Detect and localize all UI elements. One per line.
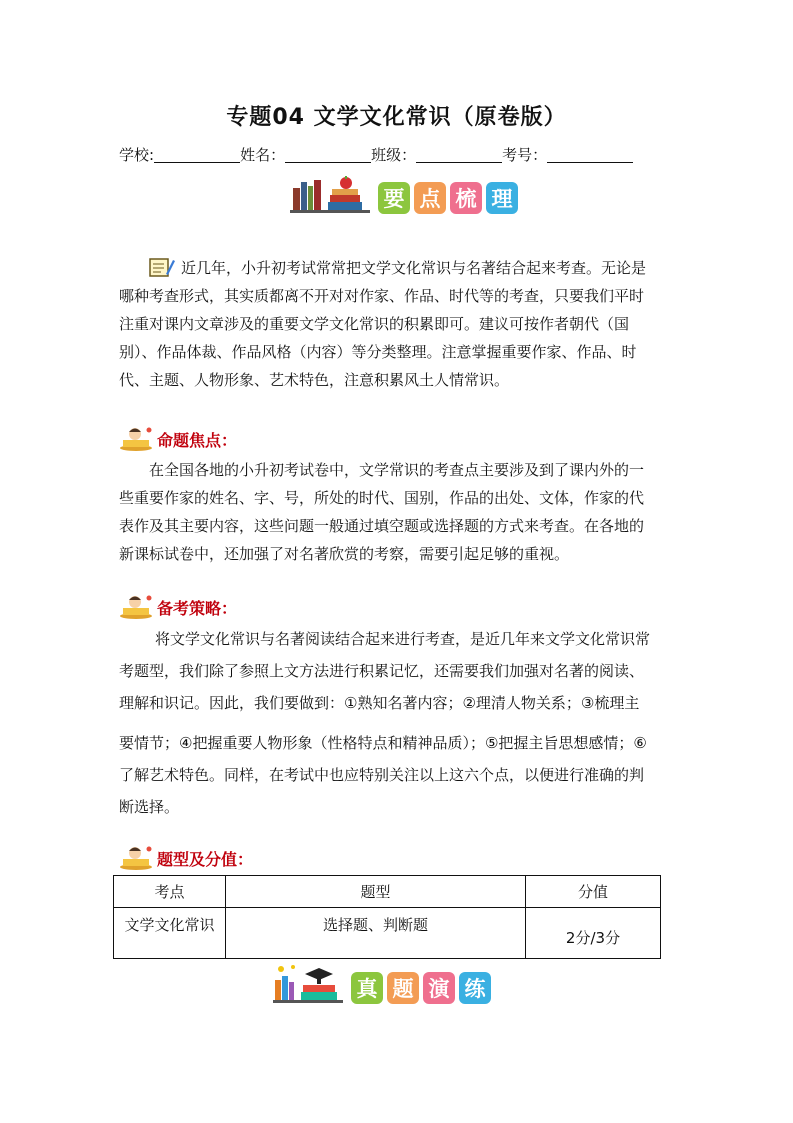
graduation-books-icon [273,964,343,1004]
intro-line: 注重对课内文章涉及的重要文学文化常识的积累即可。建议可按作者朝代（国 [119,315,630,333]
header-cell-type: 题型 [226,876,526,908]
strategy-line: 要情节；④把握重要人物形象（性格特点和精神品质）；⑤把握主旨思想感情；⑥ [119,734,647,752]
intro-paragraph [119,254,679,394]
key-points-tiles [378,182,518,214]
strategy-heading [119,594,237,620]
books-icon [290,176,370,214]
intro-line: 别）、作品体裁、作品风格（内容）等分类整理。注意掌握重要作家、作品、时 [119,343,637,361]
practice-tiles [351,972,491,1004]
banner-tile-2: 题 [387,972,419,1004]
table-header-row [114,876,661,908]
student-reading-icon [119,845,153,871]
notebook-icon [149,256,175,278]
header-cell-score: 分值 [526,876,661,908]
school-blank[interactable] [154,147,240,163]
class-blank[interactable] [416,147,502,163]
types-heading [119,845,253,871]
intro-line: 哪种考查形式，其实质都离不开对对作家、作品、时代等的考查，只要我们平时 [119,287,645,305]
strategy-heading-label: 备考策略： [157,598,238,618]
practice-banner [273,964,491,1004]
banner-tile-2: 点 [414,182,446,214]
exam-no-label: 考号： [502,146,548,164]
name-blank[interactable] [285,147,371,163]
banner-tile-3: 演 [423,972,455,1004]
focus-line: 表作及其主要内容，这些问题一般通过填空题或选择题的方式来考查。在各地的 [119,517,645,535]
cell-score: 2分/3分 [526,908,661,959]
intro-line: 近几年，小升初考试常常把文学文化常识与名著结合起来考查。无论是 [119,254,679,282]
banner-tile-3: 梳 [450,182,482,214]
page-title: 专题04 文学文化常识（原卷版） [226,105,567,130]
strategy-paragraph [119,623,679,823]
student-info-line [119,144,633,165]
focus-line: 新课标试卷中，还加强了对名著欣赏的考察，需要引起足够的重视。 [119,545,570,563]
exam-no-blank[interactable] [547,147,633,163]
student-reading-icon [119,426,153,452]
focus-paragraph [119,456,679,568]
name-label: 姓名： [240,146,286,164]
cell-type: 选择题、判断题 [226,908,526,959]
class-label: 班级： [371,146,417,164]
cell-topic: 文学文化常识 [114,908,226,959]
focus-line: 在全国各地的小升初考试卷中，文学常识的考查点主要涉及到了课内外的一 [149,461,645,479]
focus-heading [119,426,237,452]
student-reading-icon [119,594,153,620]
focus-line: 些重要作家的姓名、字、号，所处的时代、国别，作品的出处、文体，作家的代 [119,489,645,507]
banner-tile-4: 练 [459,972,491,1004]
types-heading-label: 题型及分值： [157,849,254,869]
score-table [113,875,661,959]
banner-tile-4: 理 [486,182,518,214]
banner-tile-1: 要 [378,182,410,214]
key-points-banner [290,176,518,214]
table-row [114,908,661,959]
strategy-line: 将文学文化常识与名著阅读结合起来进行考查，是近几年来文学文化常识常 [155,630,651,648]
focus-heading-label: 命题焦点： [157,430,238,450]
strategy-line: 断选择。 [119,798,180,816]
strategy-line: 了解艺术特色。同样，在考试中也应特别关注以上这六个点，以便进行准确的判 [119,766,645,784]
header-cell-topic: 考点 [114,876,226,908]
banner-tile-1: 真 [351,972,383,1004]
strategy-line: 考题型，我们除了参照上文方法进行积累记忆，还需要我们加强对名著的阅读、 [119,662,645,680]
strategy-line: 理解和识记。因此，我们要做到：①熟知名著内容；②理清人物关系；③梳理主 [119,694,640,712]
intro-line: 代、主题、人物形象、艺术特色，注意积累风土人情常识。 [119,371,510,389]
school-label: 学校: [119,146,155,164]
